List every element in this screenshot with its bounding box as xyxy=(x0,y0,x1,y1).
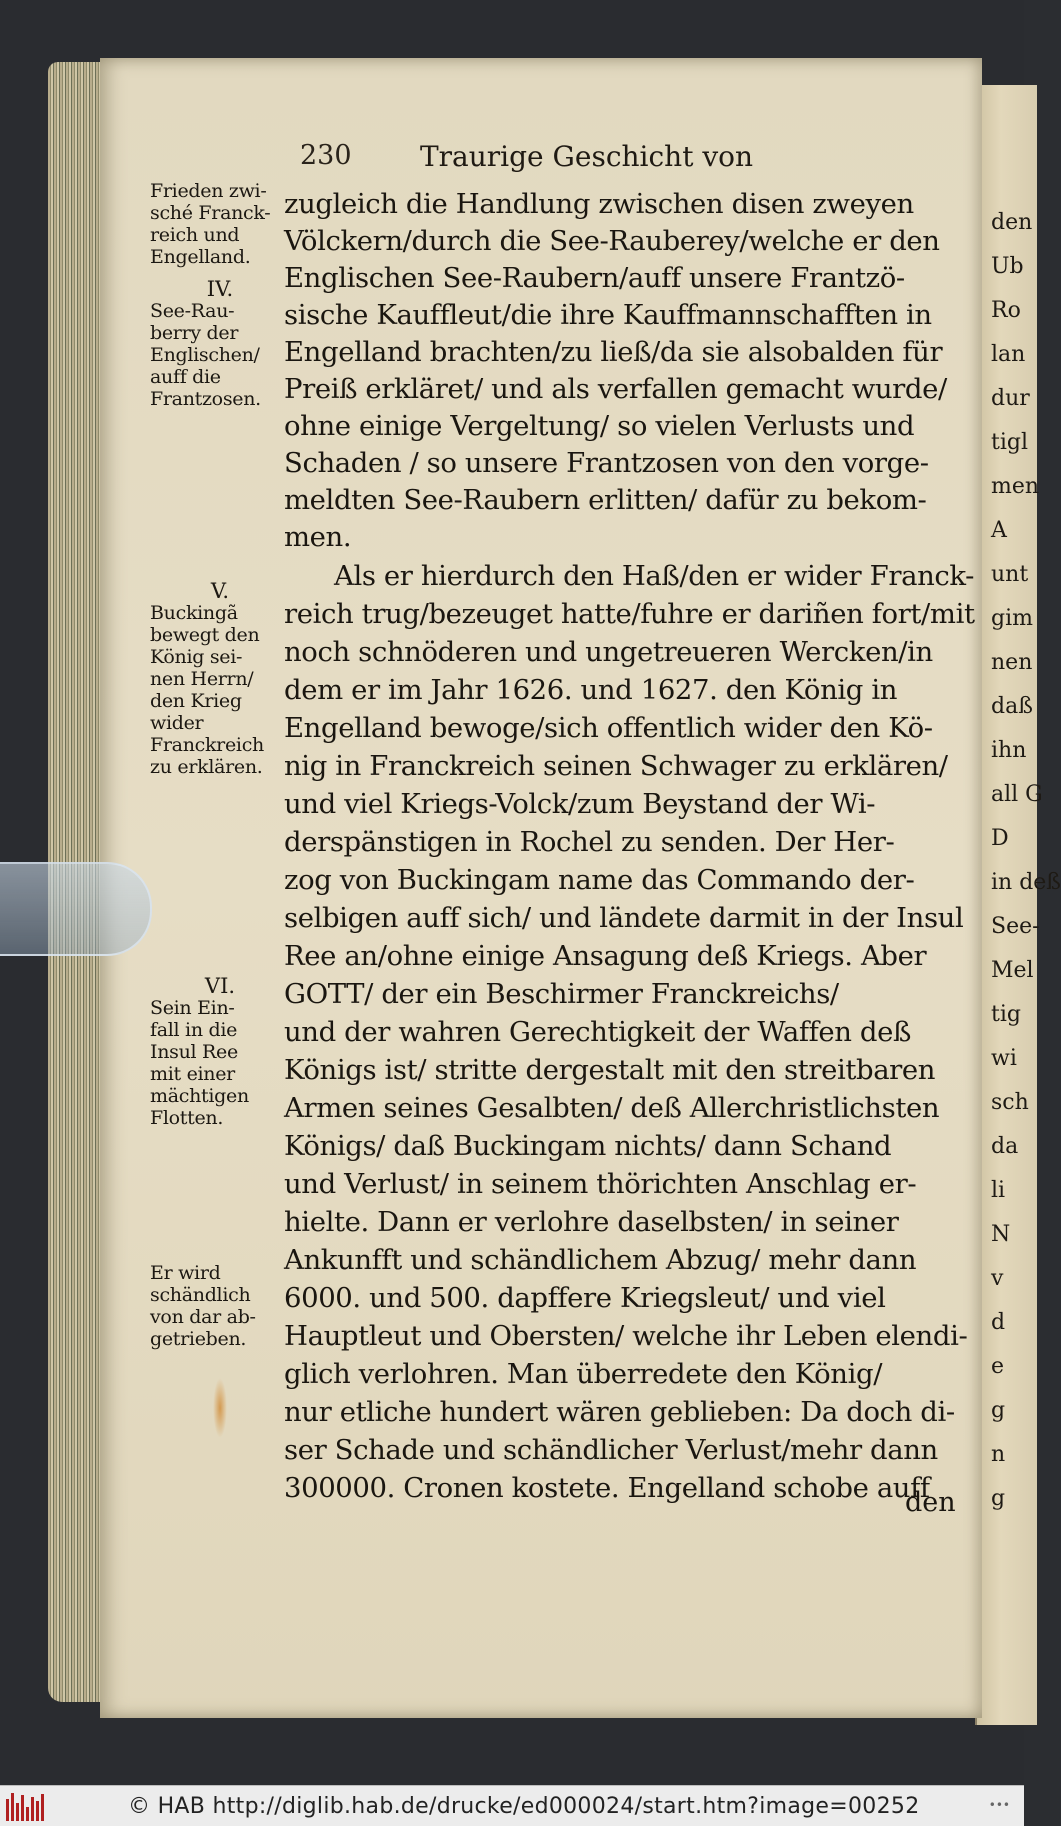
text-line: ser Schade und schändlicher Verlust/mehr dann xyxy=(284,1434,938,1466)
margin-note-numeral: V. xyxy=(210,579,230,603)
facing-page-fragment: g xyxy=(991,1398,1006,1423)
text-line: reich trug/bezeuget hatte/fuhre er dariñen fort/mit xyxy=(284,598,975,630)
text-line: und Verlust/ in seinem thörichten Anschlag er- xyxy=(284,1168,917,1200)
facing-page-fragment: A xyxy=(991,518,1007,543)
facing-page-fragment: d xyxy=(991,1310,1006,1335)
text-line: Preiß erkläret/ und als verfallen gemacht wurde/ xyxy=(284,373,947,405)
facing-page-fragment: daß xyxy=(991,694,1033,719)
facing-page-fragment: g xyxy=(991,1486,1006,1511)
facing-page-fragment: lan xyxy=(991,342,1026,367)
text-line: GOTT/ der ein Beschirmer Franckreichs/ xyxy=(284,978,839,1010)
text-line: Königs/ daß Buckingam nichts/ dann Schand xyxy=(284,1130,892,1162)
margin-note-line: fall in die xyxy=(150,1019,238,1041)
facing-page-fragment: See- xyxy=(991,914,1040,939)
text-line: Hauptleut und Obersten/ welche ihr Leben elendi- xyxy=(284,1320,968,1352)
hab-logo-icon xyxy=(6,1791,46,1821)
facing-page-fragment: unt xyxy=(991,562,1029,587)
text-line: zugleich die Handlung zwischen disen zweyen xyxy=(284,188,914,220)
facing-page-fragment: in deß xyxy=(991,870,1061,895)
margin-note-line: auff die xyxy=(150,366,221,388)
running-title: Traurige Geschicht von xyxy=(420,140,754,173)
margin-note-line: Flotten. xyxy=(150,1107,224,1129)
margin-note-line: Engelland. xyxy=(150,246,251,268)
facing-page-fragment: N xyxy=(991,1222,1011,1247)
text-line: meldten See-Raubern erlitten/ dafür zu bekom- xyxy=(284,484,927,516)
facing-page-fragment: da xyxy=(991,1134,1019,1159)
margin-note-line: Er wird xyxy=(150,1262,221,1284)
text-line: Völckern/durch die See-Rauberey/welche er den xyxy=(284,225,940,257)
text-line: Königs ist/ stritte dergestalt mit den streitbaren xyxy=(284,1054,936,1086)
text-line: ohne einige Vergeltung/ so vielen Verlusts und xyxy=(284,410,915,442)
text-line: Als er hierdurch den Haß/den er wider Franck- xyxy=(334,560,975,592)
text-line: Armen seines Gesalbten/ deß Allerchristlichsten xyxy=(284,1092,940,1124)
more-icon[interactable]: ••• xyxy=(988,1798,1010,1812)
text-line: noch schnöderen und ungetreueren Wercken/in xyxy=(284,636,933,668)
source-credit-link[interactable]: © HAB http://diglib.hab.de/drucke/ed000024/start.htm?image=00252 xyxy=(128,1793,920,1819)
text-line: Englischen See-Raubern/auff unsere Frantzö- xyxy=(284,262,905,294)
text-line: Ree an/ohne einige Ansagung deß Kriegs. Aber xyxy=(284,940,927,972)
margin-note-2 xyxy=(150,278,290,410)
facing-page-fragment: gim xyxy=(991,606,1033,631)
margin-note-line: zu erklären. xyxy=(150,756,263,778)
text-line: sische Kauffleut/die ihre Kauffmannschafften in xyxy=(284,299,932,331)
text-line: und viel Kriegs-Volck/zum Beystand der Wi- xyxy=(284,788,876,820)
facing-page-fragment: tigl xyxy=(991,430,1028,455)
margin-note-line: schändlich xyxy=(150,1284,251,1306)
text-line: Schaden / so unsere Frantzosen von den vorge- xyxy=(284,447,929,479)
text-line: selbigen auff sich/ und ländete darmit in der Insul xyxy=(284,902,964,934)
text-line: nur etliche hundert wären geblieben: Da doch di- xyxy=(284,1396,955,1428)
facing-page xyxy=(975,85,1061,1725)
text-line: Engelland brachten/zu ließ/da sie alsobalden für xyxy=(284,336,943,368)
facing-page-fragment: tig xyxy=(991,1002,1021,1027)
facing-page-fragment: nen xyxy=(991,650,1033,675)
margin-note-line: berry der xyxy=(150,322,239,344)
facing-page-fragment: e xyxy=(991,1354,1005,1379)
facing-page-fragment: den xyxy=(991,210,1033,235)
text-line: nig in Franckreich seinen Schwager zu erklären/ xyxy=(284,750,948,782)
margin-note-line: Buckingã xyxy=(150,602,238,624)
facing-page-fragment: sch xyxy=(991,1090,1029,1115)
margin-note-line: Frantzosen. xyxy=(150,388,261,410)
ink-smudge xyxy=(213,1378,227,1438)
facing-page-fragment: D xyxy=(991,826,1009,851)
facing-page-fragment: Mel xyxy=(991,958,1034,983)
text-line: hielte. Dann er verlohre daselbsten/ in seiner xyxy=(284,1206,899,1238)
text-line: dem er im Jahr 1626. und 1627. den König in xyxy=(284,674,898,706)
text-line: Engelland bewoge/sich offentlich wider den Kö- xyxy=(284,712,933,744)
margin-note-line: von dar ab- xyxy=(150,1306,256,1328)
margin-note-line: Sein Ein- xyxy=(150,997,235,1019)
facing-page-fragment: n xyxy=(991,1442,1006,1467)
margin-note-1 xyxy=(150,180,290,268)
margin-note-line: König sei- xyxy=(150,646,243,668)
facing-page-fragment: men xyxy=(991,474,1040,499)
margin-note-line: reich und xyxy=(150,224,240,246)
page-number: 230 xyxy=(300,140,352,171)
text-line: glich verlohren. Man überredete den König/ xyxy=(284,1358,883,1390)
facing-page-fragment: v xyxy=(991,1266,1004,1291)
margin-note-line: den Krieg xyxy=(150,690,242,712)
margin-note-line: Franckreich xyxy=(150,734,264,756)
margin-note-numeral: VI. xyxy=(204,974,236,998)
page-header xyxy=(300,140,820,180)
margin-note-line: sché Franck- xyxy=(150,202,271,224)
margin-note-4 xyxy=(150,975,290,1129)
margin-note-line: wider xyxy=(150,712,204,734)
viewer-footer xyxy=(0,1785,1024,1826)
margin-note-line: mächtigen xyxy=(150,1085,249,1107)
margin-note-numeral: IV. xyxy=(206,277,234,301)
margin-note-line: mit einer xyxy=(150,1063,235,1085)
facing-page-fragment: li xyxy=(991,1178,1006,1203)
text-line: 6000. und 500. dapffere Kriegsleut/ und viel xyxy=(284,1282,886,1314)
text-line: 300000. Cronen kostete. Engelland schobe auff xyxy=(284,1472,930,1504)
margin-note-line: Englischen/ xyxy=(150,344,260,366)
facing-page-fragment: dur xyxy=(991,386,1030,411)
page-clip xyxy=(0,862,152,956)
facing-page-fragment: all G xyxy=(991,782,1043,807)
facing-page-fragment: ihn xyxy=(991,738,1027,763)
margin-note-3 xyxy=(150,580,290,778)
text-line: men. xyxy=(284,521,352,553)
margin-note-line: See-Rau- xyxy=(150,300,235,322)
margin-note-line: bewegt den xyxy=(150,624,260,646)
facing-page-fragment: Ro xyxy=(991,298,1021,323)
margin-note-line: Frieden zwi- xyxy=(150,180,267,202)
margin-note-line: nen Herrn/ xyxy=(150,668,254,690)
text-line: Ankunfft und schändlichem Abzug/ mehr dann xyxy=(284,1244,917,1276)
facing-page-fragment: Ub xyxy=(991,254,1024,279)
margin-note-line: Insul Ree xyxy=(150,1041,238,1063)
text-line: derspänstigen in Rochel zu senden. Der Her- xyxy=(284,826,895,858)
text-line: zog von Buckingam name das Commando der- xyxy=(284,864,915,896)
catchword: den xyxy=(905,1487,956,1518)
text-line: und der wahren Gerechtigkeit der Waffen deß xyxy=(284,1016,911,1048)
margin-note-5 xyxy=(150,1262,290,1350)
margin-note-line: getrieben. xyxy=(150,1328,247,1350)
facing-page-fragment: wi xyxy=(991,1046,1017,1071)
